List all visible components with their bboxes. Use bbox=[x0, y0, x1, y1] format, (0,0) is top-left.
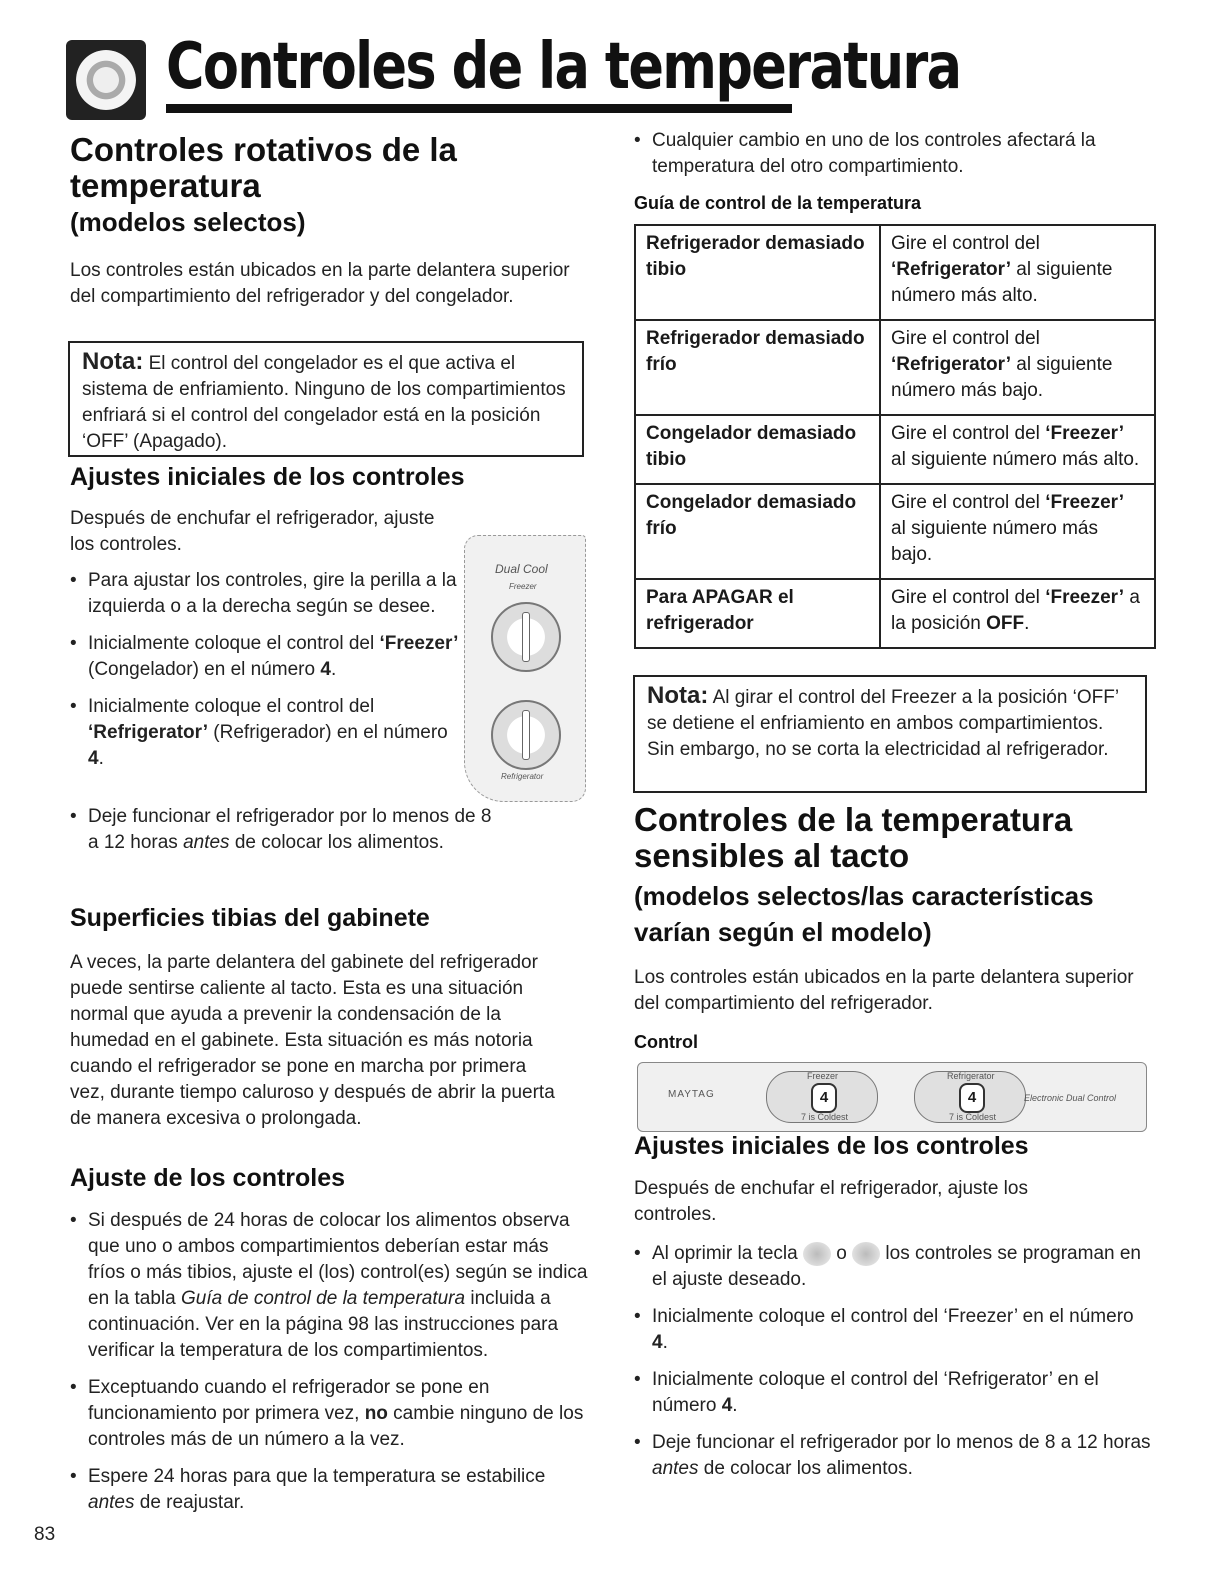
right-note-box bbox=[633, 675, 1147, 793]
rotary-note-box bbox=[68, 341, 584, 457]
initial-intro: Después de enchufar el refrigerador, ajuste los controles. bbox=[70, 508, 435, 555]
note-label: Nota: bbox=[647, 682, 709, 709]
guide-action: Gire el control del ‘Refrigerator’ al siguiente número más bajo. bbox=[880, 320, 1155, 415]
table-row bbox=[635, 415, 1155, 484]
freezer-touch-pad[interactable] bbox=[766, 1071, 878, 1123]
rotary-intro: Los controles están ubicados en la parte delantera superior del compartimiento del refrigerador y del congelador. bbox=[70, 260, 570, 307]
page-number: 83 bbox=[34, 1524, 56, 1545]
list-item: • Inicialmente coloque el control del ‘Refrigerator’ en el número 4. bbox=[634, 1367, 1154, 1419]
initial-settings-title: Ajustes iniciales de los controles bbox=[70, 463, 465, 491]
dial-freezer-label: Freezer bbox=[509, 582, 537, 591]
guide-action: Gire el control del ‘Freezer’ a la posición OFF. bbox=[880, 579, 1155, 648]
refrigerator-touch-pad[interactable] bbox=[914, 1071, 1026, 1123]
table-row bbox=[635, 320, 1155, 415]
touch-controls-subtitle: (modelos selectos/las características varían según el modelo) bbox=[634, 881, 1094, 947]
page-title: Controles de la temperatura bbox=[166, 30, 961, 104]
rotary-title: Controles rotativos de la temperatura bbox=[70, 131, 457, 204]
right-top-bullets bbox=[634, 128, 1154, 191]
guide-condition: Congelador demasiado frío bbox=[635, 484, 880, 579]
strip-coldest-label: 7 is Coldest bbox=[801, 1112, 849, 1122]
strip-refrigerator-label: Refrigerator bbox=[947, 1071, 995, 1081]
guide-action: Gire el control del ‘Freezer’ al siguiente número más bajo. bbox=[880, 484, 1155, 579]
list-item: • Si después de 24 horas de colocar los alimentos observa que uno o ambos compartimientos deberían estar más fríos o más tibios, ajuste el (los) control(es) según se indica en la tabla Guía de control de la temperatura incluida a continuación. Ver en la página 98 las instrucciones para verificar la temperatura de los compartimientos. bbox=[70, 1208, 590, 1364]
guide-condition: Congelador demasiado tibio bbox=[635, 415, 880, 484]
strip-coldest-label: 7 is Coldest bbox=[949, 1112, 997, 1122]
list-item: • Espere 24 horas para que la temperatura se estabilice antes de reajustar. bbox=[70, 1464, 590, 1516]
table-row bbox=[635, 579, 1155, 648]
strip-brand: MAYTAG bbox=[668, 1089, 715, 1100]
list-item: • Deje funcionar el refrigerador por lo menos de 8 a 12 horas antes de colocar los alimentos. bbox=[634, 1430, 1154, 1482]
up-arrow-key-icon bbox=[852, 1242, 880, 1266]
note-text: Al girar el control del Freezer a la posición ‘OFF’ se detiene el enfriamiento en ambos compartimientos. Sin embargo, no se corta la electricidad al refrigerador. bbox=[647, 687, 1119, 760]
rotary-control-panel-illustration bbox=[464, 535, 586, 802]
control-label: Control bbox=[634, 1032, 698, 1052]
warm-surfaces-title: Superficies tibias del gabinete bbox=[70, 904, 430, 932]
thermostat-dial-icon bbox=[66, 40, 146, 120]
down-arrow-key-icon bbox=[803, 1242, 831, 1266]
guide-condition: Refrigerador demasiado tibio bbox=[635, 225, 880, 320]
adjust-title: Ajuste de los controles bbox=[70, 1164, 346, 1192]
freezer-setting-display: 4 bbox=[811, 1083, 837, 1113]
initial-bullets-right bbox=[634, 1241, 1154, 1493]
refrigerator-knob[interactable] bbox=[491, 700, 561, 770]
guide-action: Gire el control del ‘Freezer’ al siguiente número más alto. bbox=[880, 415, 1155, 484]
warm-surfaces-text: A veces, la parte delantera del gabinete del refrigerador puede sentirse caliente al tacto. Esta es una situación normal que ayuda a prevenir la condensación de la humedad en el gabinete. Esta situación es más notoria cuando el refrigerador se pone en marcha por primera vez, durante tiempo caluroso y después de abrir la puerta de manera excesiva o prolongada. bbox=[70, 952, 555, 1129]
strip-freezer-label: Freezer bbox=[807, 1071, 839, 1081]
table-row bbox=[635, 484, 1155, 579]
list-item: • Deje funcionar el refrigerador por lo menos de 8 a 12 horas antes de colocar los alimentos. bbox=[70, 804, 500, 856]
table-row bbox=[635, 225, 1155, 320]
list-item: • Inicialmente coloque el control del ‘Freezer’ (Congelador) en el número 4. bbox=[70, 631, 462, 683]
rotary-subtitle: (modelos selectos) bbox=[70, 207, 306, 237]
strip-product-label: Electronic Dual Control bbox=[1024, 1093, 1117, 1103]
guide-condition: Para APAGAR el refrigerador bbox=[635, 579, 880, 648]
list-item: • Al oprimir la tecla o los controles se programan en el ajuste deseado. bbox=[634, 1241, 1154, 1293]
touch-control-strip-illustration bbox=[637, 1062, 1147, 1132]
touch-intro: Los controles están ubicados en la parte delantera superior del compartimiento del refrigerador. bbox=[634, 967, 1134, 1014]
initial-bullets-2 bbox=[70, 804, 500, 867]
initial-bullets bbox=[70, 568, 462, 783]
dial-refrigerator-label: Refrigerator bbox=[501, 772, 544, 781]
adjust-bullets bbox=[70, 1208, 590, 1527]
title-rule bbox=[166, 104, 792, 113]
initial-settings-title-2: Ajustes iniciales de los controles bbox=[634, 1132, 1029, 1160]
initial-intro-2: Después de enchufar el refrigerador, ajuste los controles. bbox=[634, 1178, 1028, 1225]
touch-controls-title: Controles de la temperatura sensibles al tacto bbox=[634, 801, 1073, 874]
list-item: • Inicialmente coloque el control del ‘Refrigerator’ (Refrigerador) en el número 4. bbox=[70, 694, 462, 772]
list-item: • Para ajustar los controles, gire la perilla a la izquierda o a la derecha según se desee. bbox=[70, 568, 462, 620]
list-item: • Exceptuando cuando el refrigerador se pone en funcionamiento por primera vez, no cambie ninguno de los controles más de un número a la vez. bbox=[70, 1375, 590, 1453]
freezer-knob[interactable] bbox=[491, 602, 561, 672]
list-item: • Inicialmente coloque el control del ‘Freezer’ en el número 4. bbox=[634, 1304, 1154, 1356]
guide-action: Gire el control del ‘Refrigerator’ al siguiente número más alto. bbox=[880, 225, 1155, 320]
dial-brand: Dual Cool bbox=[495, 562, 548, 576]
note-text: El control del congelador es el que activa el sistema de enfriamiento. Ninguno de los compartimientos enfriará si el control del congelador está en la posición ‘OFF’ (Apagado). bbox=[82, 353, 566, 452]
refrigerator-setting-display: 4 bbox=[959, 1083, 985, 1113]
list-item: • Cualquier cambio en uno de los controles afectará la temperatura del otro compartimiento. bbox=[634, 128, 1154, 180]
temperature-guide-table bbox=[634, 224, 1156, 649]
note-label: Nota: bbox=[82, 348, 144, 375]
guide-title: Guía de control de la temperatura bbox=[634, 193, 922, 213]
guide-condition: Refrigerador demasiado frío bbox=[635, 320, 880, 415]
